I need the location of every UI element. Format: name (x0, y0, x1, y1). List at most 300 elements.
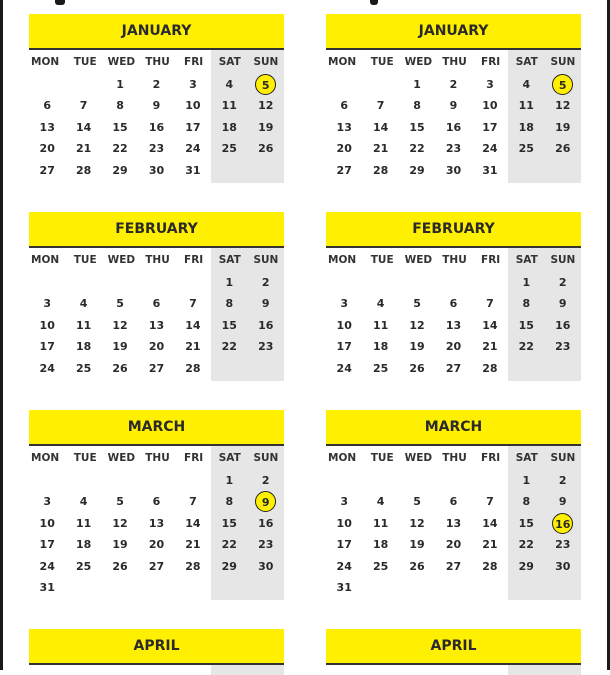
day-cell (175, 272, 211, 293)
day-cell (472, 534, 508, 555)
day-number: 16 (552, 513, 573, 534)
day-number: 29 (518, 559, 534, 573)
day-number: 15 (221, 318, 237, 332)
day-cell (248, 534, 284, 555)
day-number: 21 (185, 340, 201, 354)
day-number: 2 (558, 474, 567, 487)
day-cell (508, 491, 544, 512)
day-cell (175, 160, 211, 181)
day-cell (248, 293, 284, 314)
day-cell (102, 160, 138, 181)
day-number: 31 (185, 163, 201, 177)
day-cell (29, 160, 65, 181)
day-cell (399, 74, 435, 95)
day-number: 21 (482, 340, 498, 354)
day-cell (175, 577, 211, 598)
day-cell (29, 95, 65, 116)
weekday-label: SAT (218, 452, 241, 464)
day-cell (211, 491, 247, 512)
day-number: 25 (518, 142, 534, 156)
day-cell (435, 95, 471, 116)
day-number: 26 (112, 361, 128, 375)
day-cell (545, 315, 581, 336)
day-cell (399, 577, 435, 598)
day-number: 11 (221, 99, 237, 113)
weekday-header-row (326, 248, 581, 272)
day-number: 7 (189, 495, 197, 509)
day-cell (362, 556, 398, 577)
day-cell (399, 138, 435, 159)
week-row (29, 491, 284, 512)
day-cell (65, 138, 101, 159)
day-cell (138, 534, 174, 555)
weekday-header-row (29, 50, 284, 74)
day-number: 8 (522, 297, 531, 311)
day-number: 10 (39, 318, 55, 332)
weekday-label: MON (328, 56, 357, 68)
highlighted-day (545, 74, 581, 95)
day-cell (138, 138, 174, 159)
day-cell (326, 513, 362, 534)
day-number: 28 (75, 163, 92, 177)
day-cell (102, 491, 138, 512)
month-grid (326, 50, 581, 181)
day-number: 19 (409, 340, 425, 354)
day-cell (102, 293, 138, 314)
day-cell (545, 117, 581, 138)
day-number: 3 (486, 78, 494, 91)
day-number: 19 (258, 120, 274, 134)
day-number: 7 (189, 297, 197, 311)
day-cell (211, 315, 247, 336)
day-number: 23 (445, 142, 462, 156)
day-cell (362, 138, 398, 159)
month-title: APRIL (29, 629, 284, 665)
week-row (29, 138, 284, 159)
day-cell (138, 556, 174, 577)
day-cell (362, 272, 398, 293)
day-number: 27 (148, 361, 165, 375)
day-cell (102, 534, 138, 555)
day-number: 21 (372, 142, 389, 156)
day-cell (138, 470, 174, 491)
weekday-label: WED (404, 56, 433, 68)
day-cell (138, 577, 174, 598)
day-cell (362, 336, 398, 357)
day-number: 6 (43, 99, 52, 113)
day-number: 6 (449, 297, 458, 311)
day-cell (65, 272, 101, 293)
week-row (326, 358, 581, 379)
day-cell (508, 358, 544, 379)
week-row (326, 95, 581, 116)
day-cell (175, 95, 211, 116)
day-cell (472, 577, 508, 598)
day-cell (435, 315, 471, 336)
day-cell (508, 272, 544, 293)
day-number: 17 (482, 120, 498, 134)
day-cell (138, 160, 174, 181)
weekday-label: THU (145, 254, 170, 266)
weekday-label: MON (328, 254, 357, 266)
day-cell (545, 160, 581, 181)
day-cell (175, 117, 211, 138)
day-number: 27 (148, 559, 165, 573)
day-number: 26 (409, 361, 425, 375)
day-number: 28 (482, 361, 498, 375)
cropped-title-fragment (370, 0, 378, 5)
day-number: 12 (409, 318, 425, 332)
weekday-label: THU (442, 56, 467, 68)
day-cell (326, 293, 362, 314)
day-cell (248, 117, 284, 138)
day-cell (29, 138, 65, 159)
day-cell (138, 358, 174, 379)
day-number: 22 (221, 538, 237, 552)
day-cell (175, 491, 211, 512)
day-cell (508, 470, 544, 491)
weekday-label: TUE (370, 452, 394, 464)
week-row (326, 470, 581, 491)
day-cell (545, 470, 581, 491)
day-cell (65, 470, 101, 491)
day-cell (29, 272, 65, 293)
weekday-label: WED (404, 254, 433, 266)
day-number: 11 (372, 516, 389, 530)
day-cell (545, 491, 581, 512)
day-number: 22 (221, 340, 237, 354)
day-cell (508, 534, 544, 555)
day-cell (211, 293, 247, 314)
day-number: 12 (258, 99, 274, 113)
day-number: 9 (558, 297, 567, 311)
day-cell (362, 315, 398, 336)
weekday-label: FRI (184, 452, 204, 464)
day-cell (435, 336, 471, 357)
day-number: 28 (372, 163, 389, 177)
weekday-label: SAT (515, 452, 538, 464)
day-number: 29 (112, 163, 128, 177)
day-cell (211, 577, 247, 598)
weekday-label: WED (107, 56, 136, 68)
day-number: 23 (258, 340, 274, 354)
day-cell (326, 272, 362, 293)
day-number: 9 (152, 99, 161, 113)
week-row (326, 138, 581, 159)
highlighted-day (248, 491, 284, 512)
day-cell (326, 491, 362, 512)
month-block-february (29, 212, 284, 379)
day-number: 20 (445, 340, 462, 354)
day-cell (248, 577, 284, 598)
day-cell (65, 577, 101, 598)
weekday-label: TUE (73, 56, 97, 68)
day-cell (545, 272, 581, 293)
day-cell (138, 74, 174, 95)
month-block-january (29, 14, 284, 181)
week-row (29, 293, 284, 314)
day-cell (545, 556, 581, 577)
day-cell (399, 470, 435, 491)
month-block-april (326, 629, 581, 665)
day-cell (399, 336, 435, 357)
day-cell (435, 534, 471, 555)
day-cell (211, 556, 247, 577)
month-title: APRIL (326, 629, 581, 665)
day-number: 10 (336, 318, 352, 332)
day-number: 8 (522, 495, 531, 509)
month-title: FEBRUARY (29, 212, 284, 248)
month-title: JANUARY (29, 14, 284, 50)
day-number: 24 (482, 142, 498, 156)
week-row (29, 315, 284, 336)
day-cell (362, 513, 398, 534)
day-cell (435, 74, 471, 95)
week-row (326, 491, 581, 512)
day-number: 15 (518, 516, 534, 530)
day-cell (211, 160, 247, 181)
day-cell (472, 556, 508, 577)
day-number: 7 (376, 99, 385, 113)
day-number: 10 (482, 99, 498, 113)
weekday-header-row (326, 446, 581, 470)
day-number: 16 (148, 120, 165, 134)
day-number: 31 (39, 580, 55, 594)
day-number: 26 (112, 559, 128, 573)
day-cell (399, 95, 435, 116)
weekday-label: THU (145, 56, 170, 68)
day-cell (435, 513, 471, 534)
week-row (326, 577, 581, 598)
day-number: 29 (409, 163, 425, 177)
day-number: 6 (340, 99, 349, 113)
day-cell (138, 95, 174, 116)
week-row (29, 358, 284, 379)
cropped-title-fragment (55, 0, 65, 5)
day-cell (399, 272, 435, 293)
day-number: 25 (372, 559, 389, 573)
day-number: 13 (336, 120, 352, 134)
weekday-header-row (326, 50, 581, 74)
day-cell (138, 513, 174, 534)
day-cell (138, 272, 174, 293)
week-row (29, 117, 284, 138)
weekday-label: FRI (481, 452, 501, 464)
day-cell (65, 513, 101, 534)
day-number: 30 (148, 163, 165, 177)
day-cell (29, 534, 65, 555)
day-cell (545, 358, 581, 379)
day-cell (508, 74, 544, 95)
week-row (29, 513, 284, 534)
day-number: 19 (112, 340, 128, 354)
weekday-label: SUN (253, 56, 279, 68)
day-cell (102, 315, 138, 336)
weekday-label: SAT (218, 254, 241, 266)
day-number: 8 (413, 99, 421, 113)
week-row (326, 74, 581, 95)
day-number: 18 (372, 340, 389, 354)
day-number: 13 (148, 516, 165, 530)
day-number: 15 (112, 120, 128, 134)
day-cell (65, 117, 101, 138)
month-grid (29, 50, 284, 181)
day-number: 16 (258, 318, 274, 332)
day-number: 18 (518, 120, 534, 134)
day-number: 5 (255, 74, 276, 95)
day-number: 17 (39, 538, 55, 552)
day-number: 24 (185, 142, 201, 156)
week-row (29, 95, 284, 116)
day-number: 12 (112, 516, 128, 530)
day-number: 2 (261, 474, 270, 487)
week-row (326, 556, 581, 577)
day-number: 21 (75, 142, 92, 156)
weekday-label: SAT (515, 56, 538, 68)
day-cell (248, 336, 284, 357)
week-row (326, 534, 581, 555)
day-cell (545, 534, 581, 555)
weekday-label: MON (328, 452, 357, 464)
weekday-label: MON (31, 452, 60, 464)
day-cell (248, 160, 284, 181)
day-cell (65, 336, 101, 357)
day-number: 3 (340, 297, 349, 311)
day-cell (102, 513, 138, 534)
day-cell (65, 95, 101, 116)
day-cell (435, 272, 471, 293)
day-cell (508, 513, 544, 534)
day-number: 19 (409, 538, 425, 552)
day-cell (29, 470, 65, 491)
day-cell (326, 160, 362, 181)
day-number: 16 (258, 516, 274, 530)
day-cell (29, 556, 65, 577)
day-cell (362, 293, 398, 314)
weekday-label: SUN (550, 254, 576, 266)
day-number: 12 (555, 99, 571, 113)
day-cell (508, 577, 544, 598)
day-number: 20 (336, 142, 352, 156)
week-row (326, 160, 581, 181)
week-row (326, 336, 581, 357)
day-number: 6 (152, 495, 161, 509)
day-number: 7 (79, 99, 88, 113)
day-cell (435, 491, 471, 512)
day-cell (472, 74, 508, 95)
day-number: 1 (522, 474, 531, 487)
weekday-label: FRI (184, 56, 204, 68)
month-block-march (326, 410, 581, 598)
weekday-label: WED (107, 452, 136, 464)
day-cell (472, 470, 508, 491)
day-cell (29, 513, 65, 534)
day-number: 2 (152, 78, 161, 91)
day-number: 25 (372, 361, 389, 375)
day-cell (508, 117, 544, 138)
weekday-label: FRI (481, 56, 501, 68)
day-cell (472, 336, 508, 357)
day-number: 28 (482, 559, 498, 573)
week-row (29, 577, 284, 598)
weekday-label: SAT (218, 56, 241, 68)
day-cell (65, 74, 101, 95)
day-cell (435, 293, 471, 314)
day-cell (175, 470, 211, 491)
day-cell (399, 513, 435, 534)
week-row (326, 117, 581, 138)
month-title: MARCH (326, 410, 581, 446)
day-cell (211, 272, 247, 293)
day-number: 1 (116, 78, 124, 91)
day-number: 22 (112, 142, 128, 156)
weekday-label: FRI (184, 254, 204, 266)
day-number: 3 (43, 495, 52, 509)
day-cell (399, 293, 435, 314)
week-row (29, 336, 284, 357)
day-number: 2 (558, 276, 567, 289)
day-cell (472, 138, 508, 159)
day-number: 25 (221, 142, 237, 156)
day-cell (508, 315, 544, 336)
day-number: 27 (445, 361, 462, 375)
week-row (29, 556, 284, 577)
day-number: 11 (518, 99, 534, 113)
day-number: 4 (376, 297, 385, 311)
day-number: 4 (522, 78, 531, 91)
day-number: 26 (258, 142, 274, 156)
day-number: 11 (372, 318, 389, 332)
day-number: 3 (43, 297, 52, 311)
weekday-header-row (29, 248, 284, 272)
weekday-label: FRI (481, 254, 501, 266)
day-number: 20 (445, 538, 462, 552)
day-cell (435, 358, 471, 379)
week-row (29, 160, 284, 181)
day-cell (175, 293, 211, 314)
day-cell (326, 358, 362, 379)
day-number: 5 (413, 297, 421, 311)
day-number: 28 (185, 361, 201, 375)
weekday-label: TUE (370, 254, 394, 266)
weekend-shading (508, 665, 581, 675)
day-number: 21 (185, 538, 201, 552)
page-border-left (0, 0, 3, 670)
day-number: 19 (112, 538, 128, 552)
day-cell (472, 513, 508, 534)
day-cell (211, 95, 247, 116)
day-cell (29, 577, 65, 598)
weekday-label: WED (404, 452, 433, 464)
day-cell (362, 74, 398, 95)
day-cell (362, 491, 398, 512)
day-number: 25 (75, 361, 92, 375)
day-number: 23 (258, 538, 274, 552)
day-number: 16 (555, 318, 571, 332)
day-cell (472, 358, 508, 379)
day-cell (65, 491, 101, 512)
day-cell (211, 534, 247, 555)
day-cell (362, 117, 398, 138)
day-cell (211, 513, 247, 534)
day-number: 23 (555, 340, 571, 354)
weekday-label: SUN (253, 452, 279, 464)
day-number: 15 (518, 318, 534, 332)
day-cell (472, 315, 508, 336)
month-title: MARCH (29, 410, 284, 446)
week-row (326, 315, 581, 336)
weekday-label: THU (442, 452, 467, 464)
